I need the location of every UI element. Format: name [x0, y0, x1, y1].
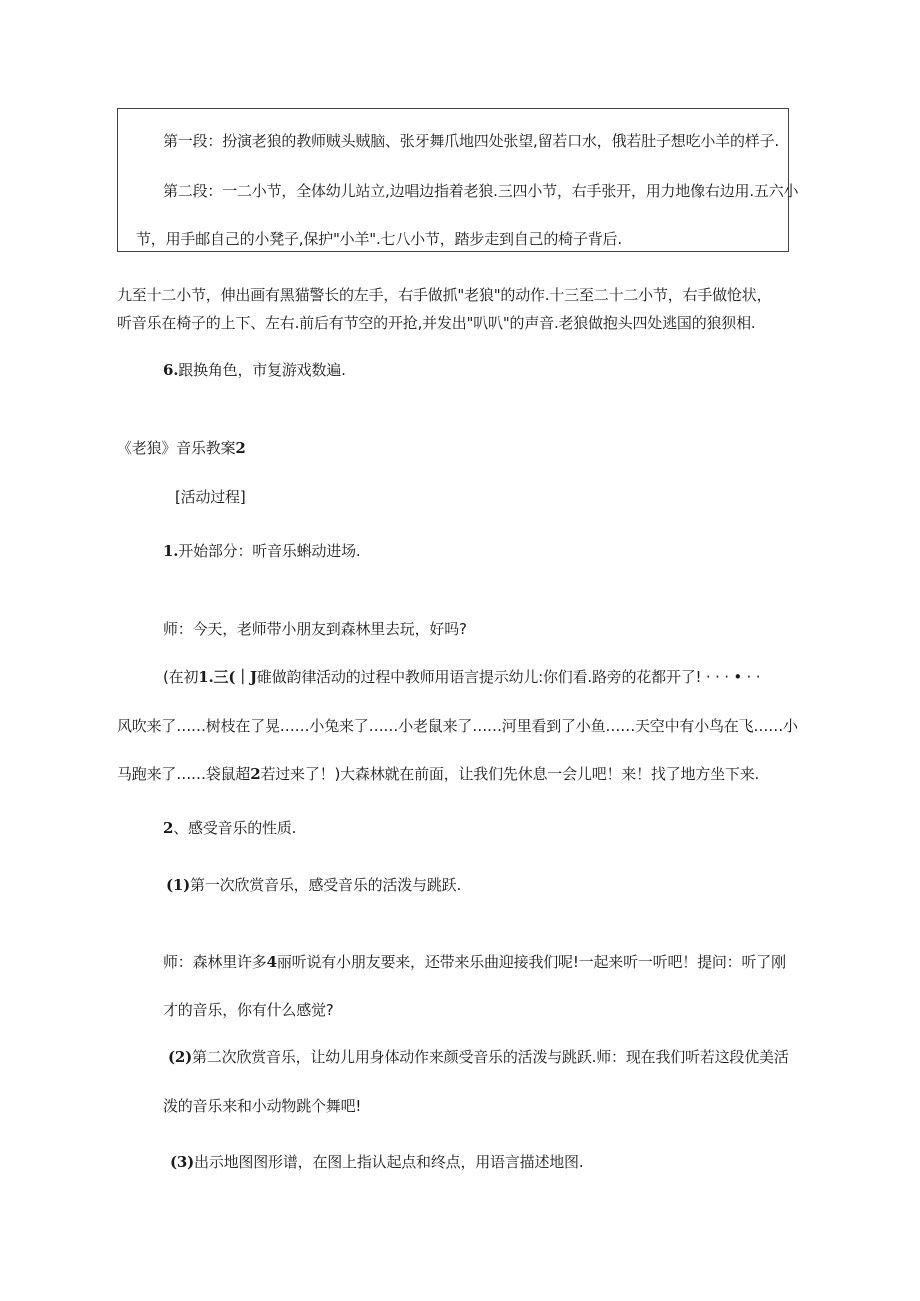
lesson-title-text: 《老狼》音乐教案: [117, 439, 236, 457]
step-1-text: 开始部分：听音乐蝌动进场.: [178, 542, 361, 560]
sub-step-1-number: (1): [166, 876, 191, 894]
step-1: [163, 541, 360, 561]
activity-heading: [活动过程]: [175, 488, 246, 506]
item-6: [163, 360, 346, 380]
sub-step-2: [168, 1047, 789, 1067]
paragraph-a-mid: 1.三(｜J: [198, 668, 257, 686]
step-2-number: 2: [163, 819, 174, 837]
sub-step-2-text: 第二次欣赏音乐，让幼儿用身体动作来颜受音乐的活泼与跳跃.师：现在我们听若这段优美活: [192, 1048, 789, 1066]
sub-step-2-cont: 泼的音乐来和小动物跳个舞吧!: [163, 1097, 362, 1115]
paragraph-a3-post: 若过来了！)大森林就在前面，让我们先休息一会儿吧！来！找了地方坐下来.: [260, 765, 760, 783]
body-line-2: 听音乐在椅子的上下、左右.前后有节空的开抢,并发出"叭叭"的声音.老狼做抱头四处逃国的狼狈相.: [117, 314, 756, 332]
sub-step-3-text: 出示地图图形谱，在图上指认起点和终点，用语言描述地图.: [194, 1153, 584, 1171]
item-6-text: 跟换角色，市复游戏数遍.: [178, 361, 346, 379]
sub-step-2-number: (2): [168, 1048, 193, 1066]
box-paragraph-2-line-2: 节，用手邮自己的小凳子,保护"小羊".七八小节，踏步走到自己的椅子背后.: [136, 230, 622, 248]
item-6-number: 6.: [163, 361, 179, 379]
sub-step-1-text: 第一次欣赏音乐，感受音乐的活泼与跳跃.: [190, 876, 462, 894]
box-paragraph-2-line-1: 第二段：一二小节，全体幼儿站立,边唱边指着老狼.三四小节，右手张开，用力地像右边用.五六小: [163, 182, 799, 200]
paragraph-a3-number: 2: [250, 765, 261, 783]
teacher-line-1: 师：今天，老师带小朋友到森林里去玩，好吗?: [163, 620, 467, 638]
teacher-2-pre: 师：森林里许多: [163, 953, 267, 971]
paragraph-a-post: 碓做韵律活动的过程中教师用语言提示幼儿:你们看.路旁的花都开了! · · · • · ·: [256, 668, 761, 686]
step-1-number: 1.: [163, 542, 179, 560]
body-line-1: 九至十二小节，伸出画有黑猫警长的左手，右手做抓"老狼"的动作.十三至二十二小节，右手做怆状，: [117, 286, 772, 304]
box-paragraph-1: 第一段：扮演老狼的教师贼头贼脑、张牙舞爪地四处张望,留若口水，俄若肚子想吃小羊的样子.: [163, 132, 779, 150]
paragraph-a-line-3: [117, 764, 759, 784]
sub-step-3-number: (3): [170, 1153, 195, 1171]
paragraph-a3-pre: 马跑来了……袋鼠超: [117, 765, 251, 783]
teacher-2-post: 丽听说有小朋友要来，还带来乐曲迎接我们呢!一起来听一听吧！提问：听了刚: [276, 953, 786, 971]
teacher-line-2: [163, 952, 786, 972]
sub-step-3: [170, 1152, 583, 1172]
teacher-line-2-cont: 才的音乐，你有什么感觉?: [163, 1001, 334, 1019]
step-2: [163, 818, 296, 838]
paragraph-a-pre: (在初: [163, 668, 199, 686]
lesson-title: [117, 438, 246, 458]
lesson-title-number: 2: [235, 439, 246, 457]
sub-step-1: [166, 875, 461, 895]
step-2-text: 、感受音乐的性质.: [173, 819, 297, 837]
paragraph-a-line-1: [163, 667, 760, 687]
teacher-2-number: 4: [266, 953, 277, 971]
paragraph-a-line-2: 风吹来了……树枝在了晃……小兔来了……小老鼠来了……河里看到了小鱼……天空中有小鸟在飞……小: [117, 717, 798, 735]
